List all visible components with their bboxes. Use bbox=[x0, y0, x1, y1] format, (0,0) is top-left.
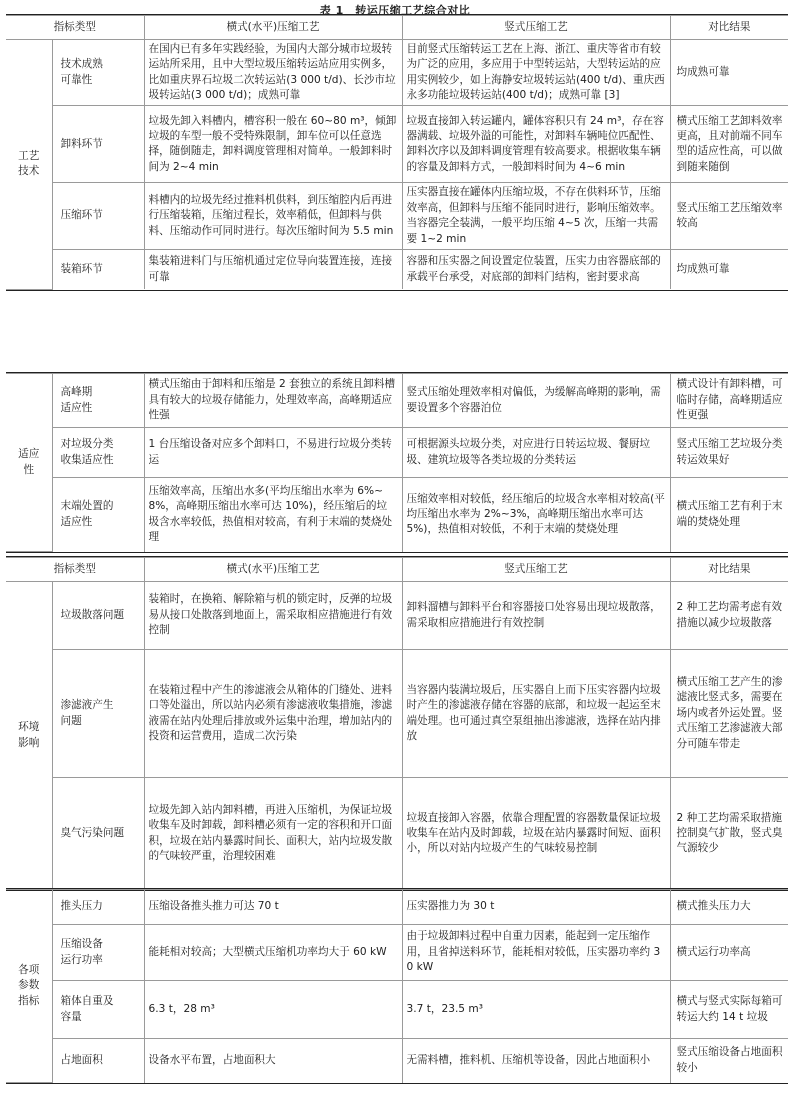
comparison-result-cell: 横式压缩工艺有利于末端的焚烧处理 bbox=[670, 478, 788, 552]
indicator-cell: 装箱环节 bbox=[52, 249, 144, 289]
indicator-cell: 垃圾散落问题 bbox=[52, 582, 144, 650]
table-row bbox=[6, 249, 788, 289]
comparison-result-cell: 竖式压缩设备占地面积较小 bbox=[670, 1039, 788, 1083]
horizontal-process-cell: 装箱时，在换箱、解除箱与机的锁定时，反弹的垃圾易从接口处散落到地面上，需采取相应措施进行有效控制 bbox=[144, 582, 402, 650]
vertical-process-cell: 目前竖式压缩转运工艺在上海、浙江、重庆等省市有较为广泛的应用，多应用于中型转运站，大型转运站的应用实例较少，如上海静安垃圾转运站(400 t/d)、重庆西永多功能垃圾转运站(400 t/d)；成熟可靠 [3] bbox=[402, 40, 670, 106]
indicator-cell: 臭气污染问题 bbox=[52, 778, 144, 890]
vertical-process-cell: 容器和压实器之间设置定位装置，压实力由容器底部的承载平台承受，对底部的卸料门结构，密封要求高 bbox=[402, 249, 670, 289]
comparison-result-cell: 横式推头压力大 bbox=[670, 890, 788, 925]
comparison-result-cell: 2 种工艺均需采取措施控制臭气扩散，竖式臭气源较少 bbox=[670, 778, 788, 890]
vertical-process-cell: 压实器直接在罐体内压缩垃圾，不存在供料环节，压缩效率高，但卸料与压缩不能同时进行，影响压缩效率。当容器完全装满，一般平均压缩 4~5 次，压缩一共需要 1~2 min bbox=[402, 183, 670, 249]
horizontal-process-cell: 在国内已有多年实践经验，为国内大部分城市垃圾转运站所采用，且中大型垃圾压缩转运站应用实例多，比如重庆界石垃圾二次转运站(3 000 t/d)、长沙市垃圾转运站(3 000 t/d)；成熟可靠 bbox=[144, 40, 402, 106]
comparison-result-cell: 均成熟可靠 bbox=[670, 40, 788, 106]
header-type: 指标类型 bbox=[6, 558, 144, 582]
section-table bbox=[6, 373, 788, 552]
table-row bbox=[6, 582, 788, 650]
horizontal-process-cell: 压缩设备推头推力可达 70 t bbox=[144, 890, 402, 925]
horizontal-process-cell: 垃圾先卸入料槽内，槽容积一般在 60~80 m³，倾卸垃圾的车型一般不受特殊限制，卸车位可以任意选择，随倒随走，卸料调度管理相对简单。一般卸料时间为 2~4 min bbox=[144, 106, 402, 183]
table-row bbox=[6, 778, 788, 890]
vertical-process-cell: 卸料溜槽与卸料平台和容器接口处容易出现垃圾散落，需采取相应措施进行有效控制 bbox=[402, 582, 670, 650]
table-row bbox=[6, 1039, 788, 1083]
category-cell: 工艺 技术 bbox=[6, 40, 52, 290]
horizontal-process-cell: 6.3 t，28 m³ bbox=[144, 981, 402, 1039]
horizontal-process-cell: 垃圾先卸入站内卸料槽，再进入压缩机，为保证垃圾收集车及时卸载，卸料槽必须有一定的容积和开口面积，垃圾在站内暴露时间长、面积大，站内垃圾发散的气味较严重，治理较困难 bbox=[144, 778, 402, 890]
indicator-cell: 末端处置的 适应性 bbox=[52, 478, 144, 552]
table-row bbox=[6, 650, 788, 778]
vertical-process-cell: 压缩效率相对较低，经压缩后的垃圾含水率相对较高(平均压缩出水率为 2%~3%，高峰期压缩出水率可达 5%)，热值相对较低，不利于末端的焚烧处理 bbox=[402, 478, 670, 552]
indicator-cell: 箱体自重及 容量 bbox=[52, 981, 144, 1039]
header-result: 对比结果 bbox=[670, 16, 788, 40]
category-cell: 各项 参数 指标 bbox=[6, 890, 52, 1083]
vertical-process-cell: 可根据源头垃圾分类，对应进行日转运垃圾、餐厨垃圾、建筑垃圾等各类垃圾的分类转运 bbox=[402, 428, 670, 478]
table-row bbox=[6, 890, 788, 925]
header-row bbox=[6, 558, 788, 582]
indicator-cell: 对垃圾分类 收集适应性 bbox=[52, 428, 144, 478]
horizontal-process-cell: 横式压缩由于卸料和压缩是 2 套独立的系统且卸料槽具有较大的垃圾存储能力，处理效率高，高峰期适应性强 bbox=[144, 374, 402, 428]
table-block bbox=[6, 372, 788, 553]
horizontal-process-cell: 集装箱进料门与压缩机通过定位导向装置连接，连接可靠 bbox=[144, 249, 402, 289]
header-type: 指标类型 bbox=[6, 16, 144, 40]
table-block bbox=[6, 556, 788, 891]
header-vertical: 竖式压缩工艺 bbox=[402, 16, 670, 40]
horizontal-process-cell: 1 台压缩设备对应多个卸料口，不易进行垃圾分类转运 bbox=[144, 428, 402, 478]
indicator-cell: 技术成熟 可靠性 bbox=[52, 40, 144, 106]
table-caption: 表 1 转运压缩工艺综合对比 bbox=[319, 4, 471, 17]
vertical-process-cell: 垃圾直接卸入容器，依靠合理配置的容器数量保证垃圾收集车在站内及时卸载，垃圾在站内暴露时间短、面积小，所以对站内垃圾产生的气味较易控制 bbox=[402, 778, 670, 890]
comparison-result-cell: 横式与竖式实际每箱可转运大约 14 t 垃圾 bbox=[670, 981, 788, 1039]
vertical-process-cell: 垃圾直接卸入转运罐内，罐体容积只有 24 m³，存在容器满载、垃圾外溢的可能性，对卸料车辆吨位匹配性、卸料次序以及卸料调度管理有较高要求。根据收集车辆的容量及卸料方式，一般卸料时间为 4~6 min bbox=[402, 106, 670, 183]
table-row bbox=[6, 40, 788, 106]
comparison-result-cell: 横式压缩工艺卸料效率更高，且对前端不同车型的适应性高，可以做到随来随倒 bbox=[670, 106, 788, 183]
vertical-process-cell: 当容器内装满垃圾后，压实器自上而下压实容器内垃圾时产生的渗滤液存储在容器的底部，和垃圾一起运至末端处理。也可通过真空泵组抽出渗滤液，选择在站内排放 bbox=[402, 650, 670, 778]
table-row bbox=[6, 478, 788, 552]
horizontal-process-cell: 压缩效率高，压缩出水多(平均压缩出水率为 6%~8%，高峰期压缩出水率可达 10%)，经压缩后的垃圾含水率较低，热值相对较高，有利于末端的焚烧处理 bbox=[144, 478, 402, 552]
comparison-result-cell: 竖式压缩工艺压缩效率较高 bbox=[670, 183, 788, 249]
vertical-process-cell: 竖式压缩处理效率相对偏低，为缓解高峰期的影响，需要设置多个容器泊位 bbox=[402, 374, 670, 428]
section-table bbox=[6, 889, 788, 1083]
header-row bbox=[6, 16, 788, 40]
vertical-process-cell: 由于垃圾卸料过程中自重力因素，能起到一定压缩作用，且省掉送料环节，能耗相对较低，压实器功率约 30 kW bbox=[402, 925, 670, 981]
horizontal-process-cell: 在装箱过程中产生的渗滤液会从箱体的门缝处、进料口等处溢出，所以站内必须有渗滤液收集措施，渗滤液需在站内处理后排放或外运集中治理，增加站内的投资和运营费用，造成二次污染 bbox=[144, 650, 402, 778]
header-horizontal: 横式(水平)压缩工艺 bbox=[144, 558, 402, 582]
section-table bbox=[6, 557, 788, 890]
indicator-cell: 压缩设备 运行功率 bbox=[52, 925, 144, 981]
horizontal-process-cell: 能耗相对较高；大型横式压缩机功率均大于 60 kW bbox=[144, 925, 402, 981]
indicator-cell: 推头压力 bbox=[52, 890, 144, 925]
vertical-process-cell: 无需料槽，推料机、压缩机等设备，因此占地面积小 bbox=[402, 1039, 670, 1083]
header-vertical: 竖式压缩工艺 bbox=[402, 558, 670, 582]
comparison-result-cell: 2 种工艺均需考虑有效措施以减少垃圾散落 bbox=[670, 582, 788, 650]
table-block bbox=[6, 888, 788, 1084]
indicator-cell: 压缩环节 bbox=[52, 183, 144, 249]
category-cell: 环境 影响 bbox=[6, 582, 52, 890]
indicator-cell: 卸料环节 bbox=[52, 106, 144, 183]
comparison-result-cell: 均成熟可靠 bbox=[670, 249, 788, 289]
section-table bbox=[6, 15, 788, 290]
category-cell: 适应 性 bbox=[6, 374, 52, 552]
table-row bbox=[6, 428, 788, 478]
header-horizontal: 横式(水平)压缩工艺 bbox=[144, 16, 402, 40]
comparison-result-cell: 横式设计有卸料槽，可临时存储，高峰期适应性更强 bbox=[670, 374, 788, 428]
comparison-result-cell: 横式运行功率高 bbox=[670, 925, 788, 981]
table-row bbox=[6, 106, 788, 183]
table-row bbox=[6, 925, 788, 981]
indicator-cell: 渗滤液产生 问题 bbox=[52, 650, 144, 778]
indicator-cell: 高峰期 适应性 bbox=[52, 374, 144, 428]
table-row bbox=[6, 981, 788, 1039]
indicator-cell: 占地面积 bbox=[52, 1039, 144, 1083]
vertical-process-cell: 压实器推力为 30 t bbox=[402, 890, 670, 925]
table-block bbox=[6, 14, 788, 291]
table-row bbox=[6, 374, 788, 428]
horizontal-process-cell: 料槽内的垃圾先经过推料机供料，到压缩腔内后再进行压缩装箱，压缩过程长，效率稍低，但卸料与供料、压缩动作可同时进行。每次压缩时间为 5.5 min bbox=[144, 183, 402, 249]
horizontal-process-cell: 设备水平布置，占地面积大 bbox=[144, 1039, 402, 1083]
comparison-result-cell: 横式压缩工艺产生的渗滤液比竖式多，需要在场内或者外运处置。竖式压缩工艺渗滤液大部分可随车带走 bbox=[670, 650, 788, 778]
comparison-result-cell: 竖式压缩工艺垃圾分类转运效果好 bbox=[670, 428, 788, 478]
vertical-process-cell: 3.7 t，23.5 m³ bbox=[402, 981, 670, 1039]
table-row bbox=[6, 183, 788, 249]
header-result: 对比结果 bbox=[670, 558, 788, 582]
